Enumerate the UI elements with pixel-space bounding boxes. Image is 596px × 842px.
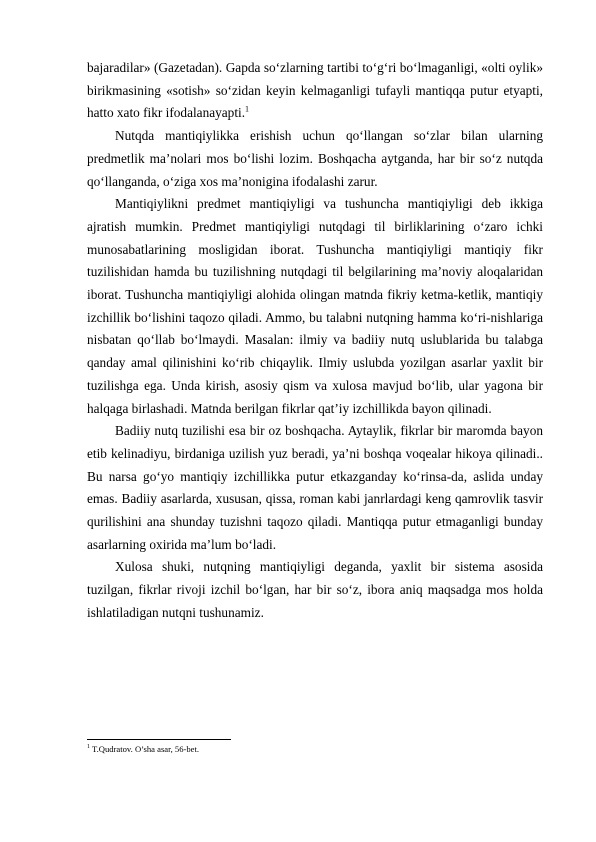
- paragraph-5: Xulosa shuki, nutqning mantiqiyligi deganda, yaxlit bir sistema asosida tuzilgan, fikrlar rivoji izchil bo‘lgan, har bir so‘z, ibora aniq maqsadga mos holda ishlatiladigan nutqni tushunamiz.: [87, 559, 543, 620]
- document-body: [87, 57, 543, 625]
- footnote: [87, 744, 199, 755]
- footnote-reference[interactable]: 1: [245, 104, 250, 114]
- footnote-mark: 1: [87, 744, 90, 751]
- paragraph-1: [87, 57, 543, 125]
- footnote-divider: [87, 739, 231, 740]
- footnote-text: T.Qudratov. O’sha asar, 56-bet.: [90, 744, 200, 754]
- paragraph-2: Nutqda mantiqiylikka erishish uchun qo‘llangan so‘zlar bilan ularning predmetlik ma’nolari mos bo‘lishi lozim. Boshqacha aytganda, har bir so‘z nutqda qo‘llanganda, o‘ziga xos ma’nonigina ifodalashi zarur.: [87, 128, 543, 189]
- paragraph-4: Badiiy nutq tuzilishi esa bir oz boshqacha. Aytaylik, fikrlar bir maromda bayon etib kelinadiyu, birdaniga uzilish yuz beradi, ya’ni boshqa voqealar hikoya qilinadi.. Bu narsa go‘yo mantiqiy izchillikka putur etkazganday ko‘rinsa-da, aslida unday emas. Badiiy asarlarda, xususan, qissa, roman kabi janrlardagi keng qamrovlik tasvir qurilishini ana shunday tuzishni taqozo qiladi. Mantiqqa putur etmaganligi bunday asarlarning oxirida ma’lum bo‘ladi.: [87, 423, 543, 552]
- paragraph-3: Mantiqiylikni predmet mantiqiyligi va tushuncha mantiqiyligi deb ikkiga ajratish mumkin. Predmet mantiqiyligi nutqdagi til birliklarining o‘zaro ichki munosabatlarining mosligidan iborat. Tushuncha mantiqiyligi mantiqiy fikr tuzilishidan hamda bu tuzilishning nutqdagi til belgilarining ma’noviy aloqalaridan iborat. Tushuncha mantiqiyligi alohida olingan matnda fikriy ketma-ketlik, mantiqiy izchillik bo‘lishini taqozo qiladi. Ammo, bu talabni nutqning hamma ko‘ri-nishlariga nisbatan qo‘llab bo‘lmaydi. Masalan: ilmiy va badiiy nutq uslublarida bu talabga qanday amal qilinishini ko‘rib chiqaylik. Ilmiy uslubda yozilgan asarlar yaxlit bir tuzilishga ega. Unda kirish, asosiy qism va xulosa mavjud bo‘lib, ular yagona bir halqaga birlashadi. Matnda berilgan fikrlar qat’iy izchillikda bayon qilinadi.: [87, 196, 543, 416]
- paragraph-1-text: bajaradilar» (Gazetadan). Gapda so‘zlarning tartibi to‘g‘ri bo‘lmaganligi, «olti oylik» birikmasining «sotish» so‘zidan keyin kelmaganligi tufayli mantiqqa putur etyapti, hatto xato fikr ifodalanayapti.: [87, 60, 543, 121]
